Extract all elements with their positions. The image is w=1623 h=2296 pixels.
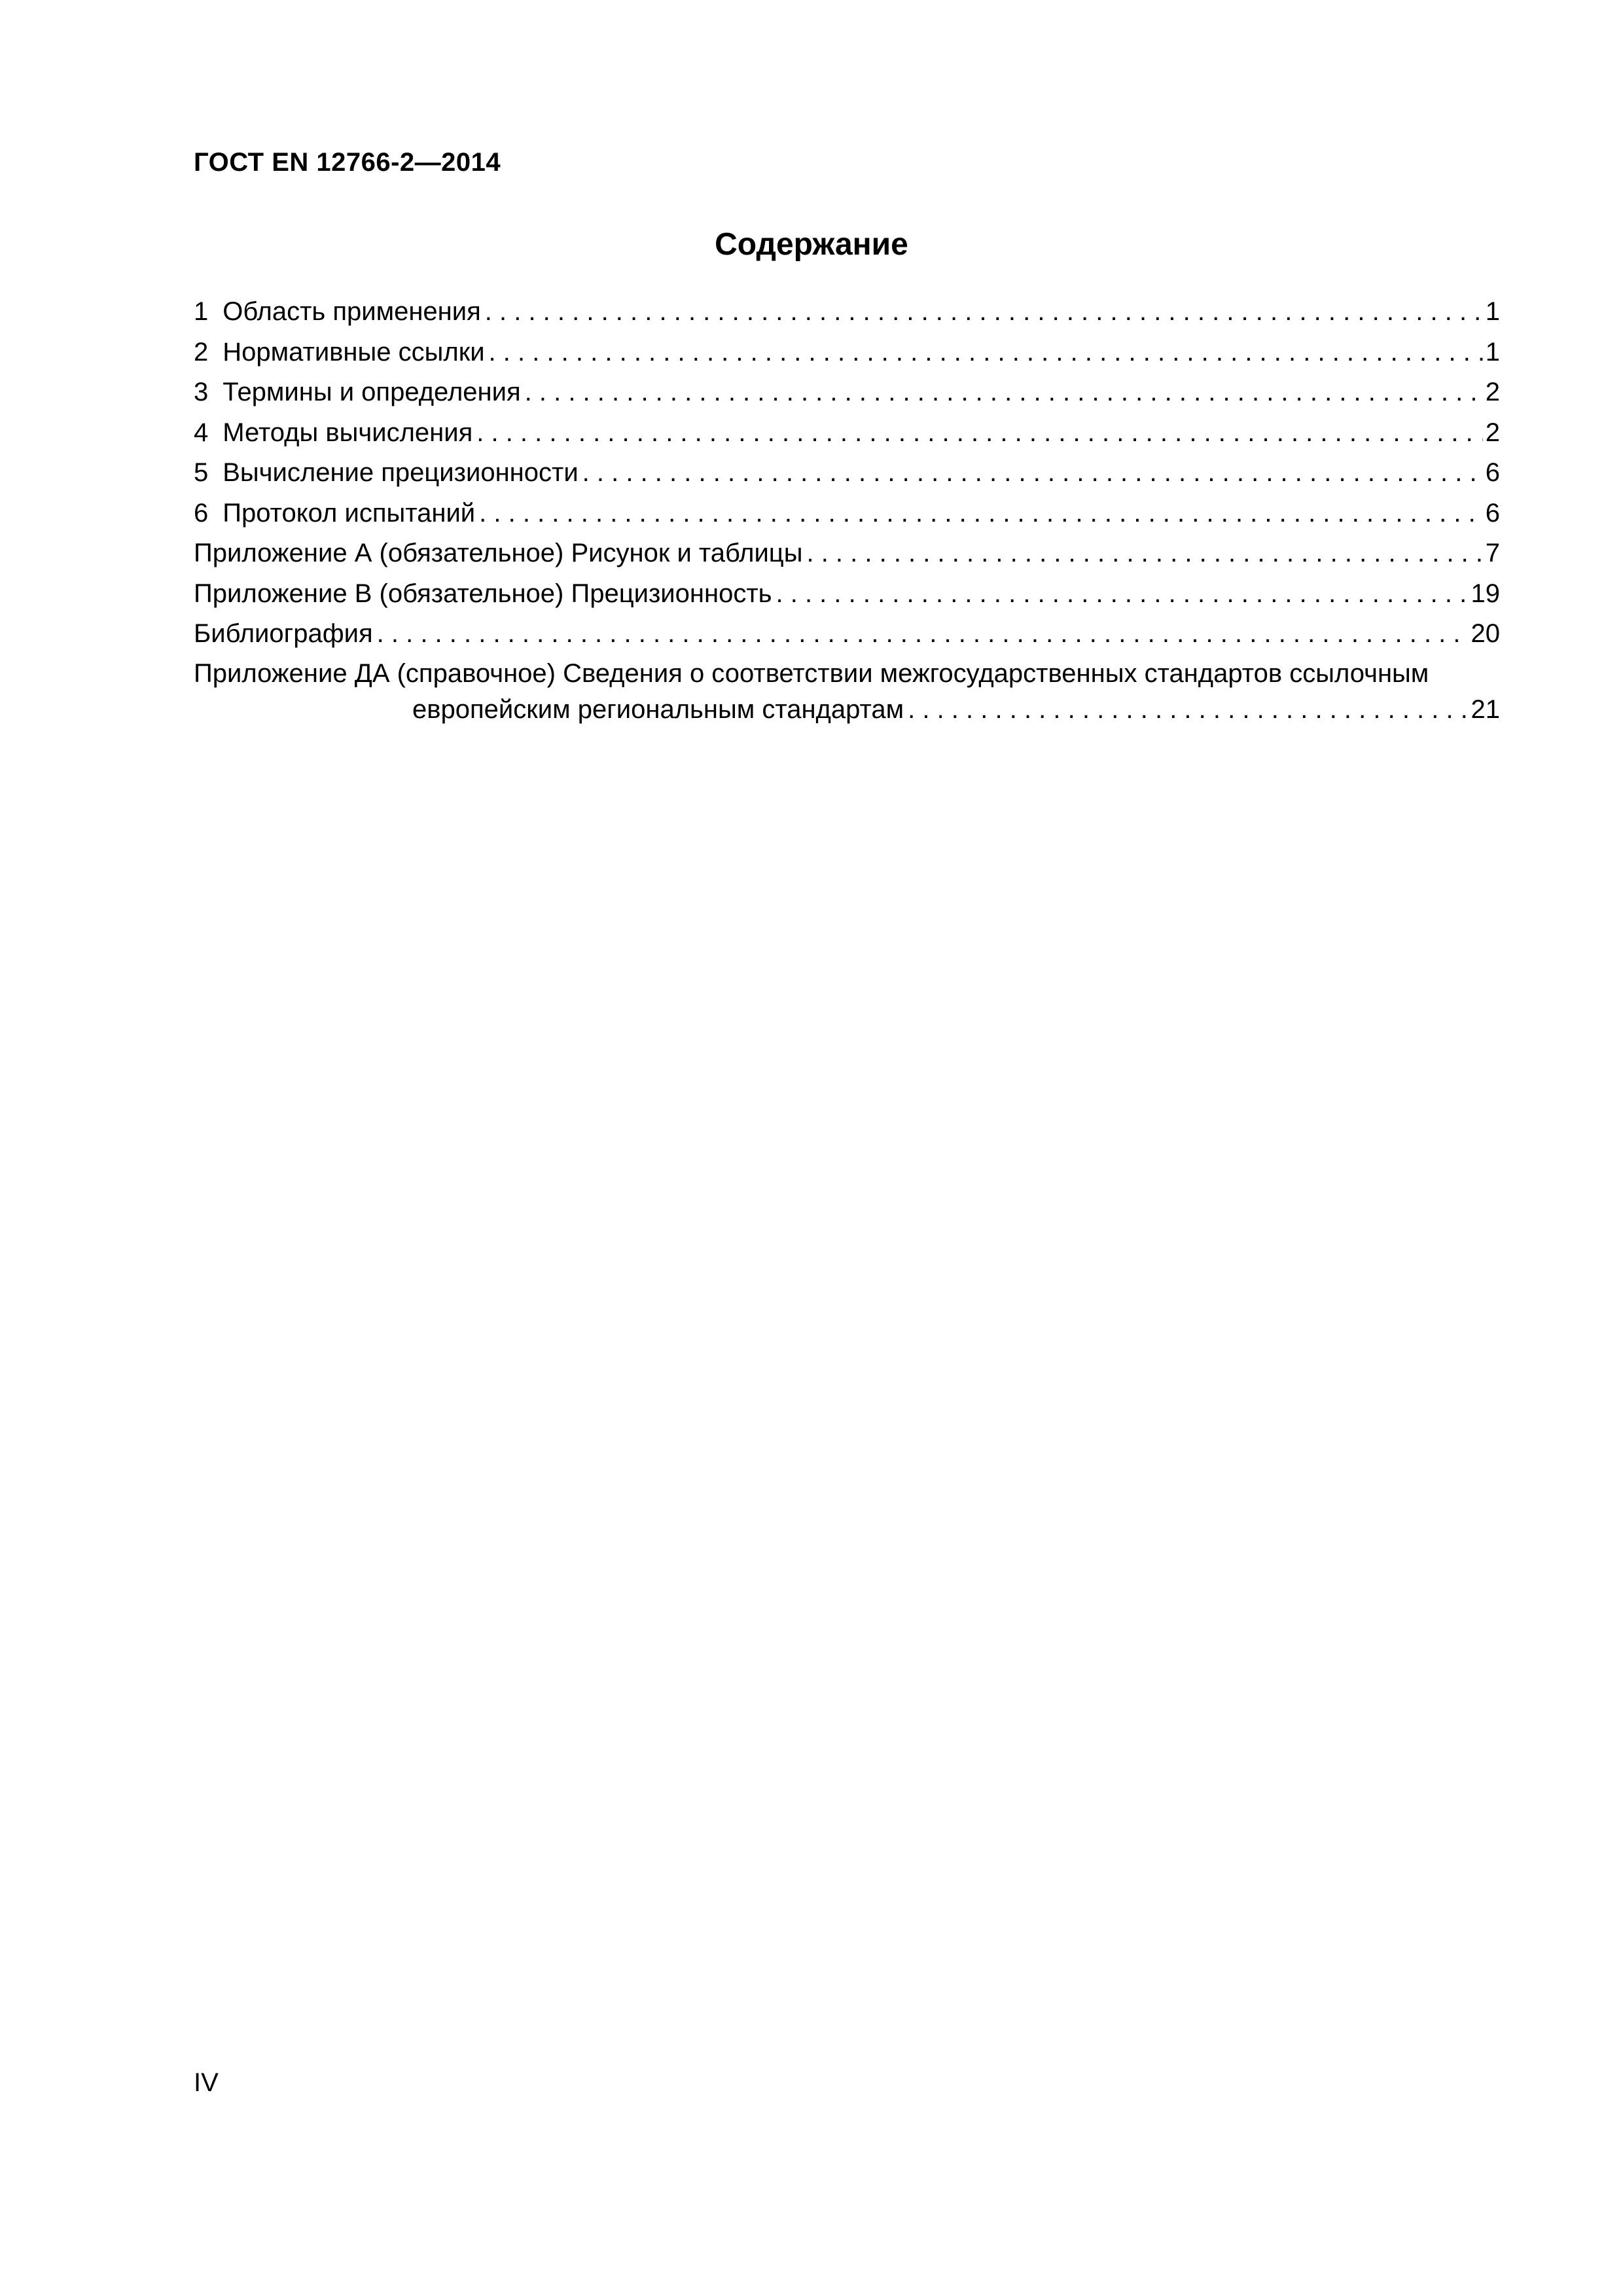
toc-entry-page: 2 xyxy=(1485,378,1500,406)
toc-entry-label: Приложение ДА (справочное) Сведения о соответствии межгосударственных стандартов ссылочным xyxy=(194,658,1429,688)
toc-entry-page: 1 xyxy=(1485,337,1500,367)
toc-entry-page: 6 xyxy=(1485,498,1500,528)
toc-entry[interactable] xyxy=(194,332,1500,373)
toc-dot-leader xyxy=(489,332,1483,373)
toc-entry-label: Термины и определения xyxy=(223,378,521,406)
page-number: IV xyxy=(194,2068,219,2097)
toc-entry[interactable] xyxy=(194,614,1500,655)
toc-entry-label: Приложение А (обязательное) Рисунок и таблицы xyxy=(194,539,803,567)
toc-entry-page: 7 xyxy=(1485,539,1500,567)
toc-entry-label: Библиография xyxy=(194,619,373,648)
toc-dot-leader xyxy=(582,453,1483,493)
toc-entry-number: 2 xyxy=(194,337,209,367)
toc-entry-continuation xyxy=(194,692,1500,728)
toc-entry-number: 3 xyxy=(194,378,209,406)
toc-entry-page: 21 xyxy=(1471,694,1500,724)
toc-entry-page: 6 xyxy=(1485,458,1500,487)
document-code: ГОСТ EN 12766-2—2014 xyxy=(194,148,501,177)
toc-entry-label: Приложение В (обязательное) Прецизионность xyxy=(194,579,772,608)
toc-entry-label: Вычисление прецизионности xyxy=(223,458,579,487)
toc-dot-leader xyxy=(485,292,1483,332)
toc-entry[interactable] xyxy=(194,453,1500,493)
toc-entry-number: 1 xyxy=(194,297,209,326)
toc-entry-page: 1 xyxy=(1485,297,1500,326)
toc-entry-label: Методы вычисления xyxy=(223,418,473,447)
toc-title: Содержание xyxy=(715,227,908,262)
toc-entry-number: 4 xyxy=(194,418,209,447)
toc-entry[interactable] xyxy=(194,413,1500,454)
toc-entry-page: 2 xyxy=(1485,418,1500,447)
toc-entry[interactable] xyxy=(194,493,1500,534)
toc-dot-leader xyxy=(908,692,1468,728)
toc-entry-label-continued: европейским региональным стандартам xyxy=(412,694,904,724)
toc-dot-leader xyxy=(479,493,1483,534)
toc-entry[interactable] xyxy=(194,533,1500,574)
toc-dot-leader xyxy=(806,533,1482,574)
toc-entry[interactable] xyxy=(194,574,1500,615)
toc-entry[interactable] xyxy=(194,292,1500,332)
toc-entry-label: Область применения xyxy=(223,297,481,326)
table-of-contents xyxy=(194,292,1500,728)
toc-entry[interactable] xyxy=(194,372,1500,413)
toc-entry-page: 20 xyxy=(1471,619,1500,648)
toc-dot-leader xyxy=(377,614,1469,655)
toc-dot-leader xyxy=(525,372,1483,413)
toc-entry-number: 6 xyxy=(194,498,209,528)
toc-entry-label: Нормативные ссылки xyxy=(223,337,485,367)
toc-dot-leader xyxy=(776,574,1468,615)
toc-dot-leader xyxy=(476,413,1483,454)
toc-entry-number: 5 xyxy=(194,458,209,487)
toc-entry-label: Протокол испытаний xyxy=(223,498,476,528)
toc-entry[interactable] xyxy=(194,655,1500,728)
toc-entry-page: 19 xyxy=(1471,579,1500,608)
